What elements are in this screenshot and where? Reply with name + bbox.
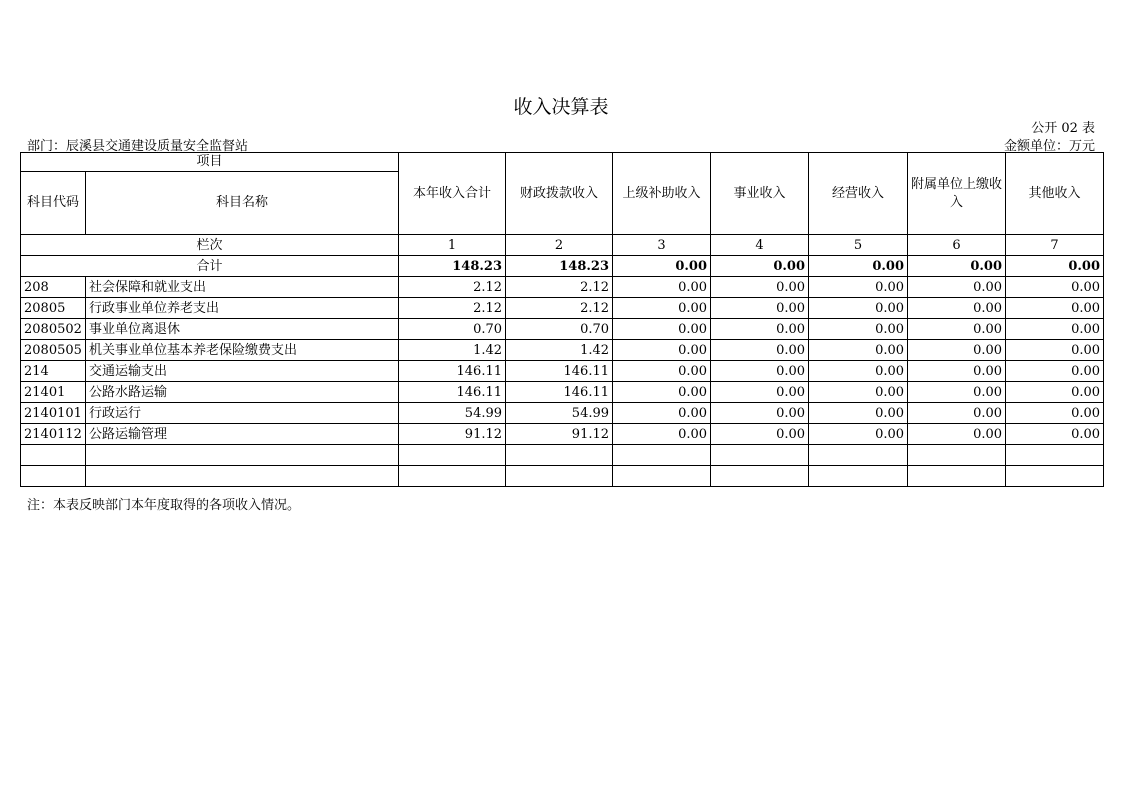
empty-row <box>21 466 1104 487</box>
row-name: 公路水路运输 <box>86 382 399 403</box>
table-row <box>21 361 1104 382</box>
col-number-1: 1 <box>399 235 506 256</box>
row-value: 0.00 <box>809 403 908 424</box>
row-name: 机关事业单位基本养老保险缴费支出 <box>86 340 399 361</box>
header-col-7: 其他收入 <box>1006 153 1104 235</box>
row-value: 146.11 <box>506 382 613 403</box>
row-value: 0.00 <box>613 424 711 445</box>
total-label: 合计 <box>21 256 399 277</box>
empty-cell <box>506 466 613 487</box>
row-value: 146.11 <box>399 382 506 403</box>
row-value: 0.00 <box>1006 319 1104 340</box>
row-value: 0.00 <box>613 277 711 298</box>
row-name: 社会保障和就业支出 <box>86 277 399 298</box>
header-col-1: 本年收入合计 <box>399 153 506 235</box>
row-value: 0.00 <box>908 403 1006 424</box>
row-value: 0.00 <box>613 403 711 424</box>
row-value: 146.11 <box>399 361 506 382</box>
header-col-3: 上级补助收入 <box>613 153 711 235</box>
row-value: 1.42 <box>399 340 506 361</box>
row-value: 91.12 <box>399 424 506 445</box>
row-value: 0.00 <box>711 382 809 403</box>
empty-cell <box>506 445 613 466</box>
row-value: 0.00 <box>711 361 809 382</box>
header-col-5: 经营收入 <box>809 153 908 235</box>
row-name: 公路运输管理 <box>86 424 399 445</box>
row-code: 214 <box>21 361 86 382</box>
row-value: 2.12 <box>399 298 506 319</box>
empty-cell <box>21 445 86 466</box>
table-row <box>21 382 1104 403</box>
row-code: 2140112 <box>21 424 86 445</box>
row-value: 0.00 <box>711 277 809 298</box>
total-value: 0.00 <box>809 256 908 277</box>
col-number-2: 2 <box>506 235 613 256</box>
table-row <box>21 277 1104 298</box>
empty-cell <box>908 445 1006 466</box>
row-name: 行政运行 <box>86 403 399 424</box>
row-value: 0.00 <box>908 277 1006 298</box>
table-note: 注：本表反映部门本年度取得的各项收入情况。 <box>27 498 301 513</box>
row-value: 0.00 <box>613 361 711 382</box>
row-value: 0.00 <box>711 403 809 424</box>
col-number-6: 6 <box>908 235 1006 256</box>
row-value: 54.99 <box>399 403 506 424</box>
total-value: 148.23 <box>506 256 613 277</box>
total-value: 0.00 <box>908 256 1006 277</box>
total-value: 0.00 <box>1006 256 1104 277</box>
row-value: 0.00 <box>908 361 1006 382</box>
income-statement-table <box>20 152 1104 487</box>
header-row-project <box>21 153 1104 172</box>
amount-unit-label: 金额单位：万元 <box>1003 139 1095 154</box>
row-value: 0.00 <box>809 298 908 319</box>
row-value: 146.11 <box>506 361 613 382</box>
table-row <box>21 403 1104 424</box>
row-name: 行政事业单位养老支出 <box>86 298 399 319</box>
row-value: 0.00 <box>711 340 809 361</box>
empty-cell <box>1006 466 1104 487</box>
row-value: 2.12 <box>399 277 506 298</box>
total-value: 0.00 <box>711 256 809 277</box>
row-value: 0.00 <box>1006 382 1104 403</box>
empty-cell <box>86 466 399 487</box>
empty-cell <box>809 445 908 466</box>
row-value: 0.00 <box>1006 424 1104 445</box>
header-code: 科目代码 <box>21 172 86 235</box>
row-value: 0.00 <box>1006 361 1104 382</box>
row-code: 2080502 <box>21 319 86 340</box>
empty-cell <box>908 466 1006 487</box>
row-value: 0.00 <box>613 382 711 403</box>
total-value: 148.23 <box>399 256 506 277</box>
row-value: 0.70 <box>399 319 506 340</box>
total-row <box>21 256 1104 277</box>
row-code: 2140101 <box>21 403 86 424</box>
row-value: 0.00 <box>1006 340 1104 361</box>
row-value: 0.00 <box>809 340 908 361</box>
row-value: 0.00 <box>613 298 711 319</box>
row-value: 0.00 <box>809 319 908 340</box>
row-value: 0.00 <box>613 319 711 340</box>
page-title: 收入决算表 <box>513 96 609 118</box>
empty-cell <box>711 466 809 487</box>
col-number-4: 4 <box>711 235 809 256</box>
col-number-3: 3 <box>613 235 711 256</box>
empty-cell <box>399 466 506 487</box>
header-project: 项目 <box>21 153 399 172</box>
row-value: 1.42 <box>506 340 613 361</box>
empty-cell <box>809 466 908 487</box>
row-value: 0.00 <box>809 277 908 298</box>
row-value: 91.12 <box>506 424 613 445</box>
row-value: 0.00 <box>809 424 908 445</box>
row-value: 0.00 <box>908 424 1006 445</box>
row-value: 0.00 <box>809 382 908 403</box>
row-value: 0.70 <box>506 319 613 340</box>
header-col-2: 财政拨款收入 <box>506 153 613 235</box>
row-code: 2080505 <box>21 340 86 361</box>
row-value: 2.12 <box>506 277 613 298</box>
total-value: 0.00 <box>613 256 711 277</box>
table-row <box>21 298 1104 319</box>
empty-cell <box>21 466 86 487</box>
row-value: 0.00 <box>1006 403 1104 424</box>
empty-cell <box>613 445 711 466</box>
row-code: 208 <box>21 277 86 298</box>
row-value: 0.00 <box>711 298 809 319</box>
col-number-7: 7 <box>1006 235 1104 256</box>
row-value: 0.00 <box>908 298 1006 319</box>
row-value: 2.12 <box>506 298 613 319</box>
row-value: 0.00 <box>711 424 809 445</box>
header-name: 科目名称 <box>86 172 399 235</box>
header-col-4: 事业收入 <box>711 153 809 235</box>
row-value: 0.00 <box>809 361 908 382</box>
row-value: 0.00 <box>1006 277 1104 298</box>
empty-cell <box>86 445 399 466</box>
empty-cell <box>613 466 711 487</box>
table-row <box>21 319 1104 340</box>
column-number-row <box>21 235 1104 256</box>
row-label: 栏次 <box>21 235 399 256</box>
row-value: 0.00 <box>711 319 809 340</box>
row-value: 0.00 <box>908 382 1006 403</box>
table-row <box>21 424 1104 445</box>
row-value: 0.00 <box>908 340 1006 361</box>
row-name: 事业单位离退休 <box>86 319 399 340</box>
empty-row <box>21 445 1104 466</box>
empty-cell <box>1006 445 1104 466</box>
row-value: 0.00 <box>908 319 1006 340</box>
row-code: 20805 <box>21 298 86 319</box>
row-code: 21401 <box>21 382 86 403</box>
empty-cell <box>711 445 809 466</box>
header-col-6: 附属单位上缴收入 <box>908 153 1006 235</box>
col-number-5: 5 <box>809 235 908 256</box>
form-number: 公开 02 表 <box>1031 121 1095 136</box>
table-row <box>21 340 1104 361</box>
row-value: 54.99 <box>506 403 613 424</box>
department-label: 部门：辰溪县交通建设质量安全监督站 <box>27 139 249 154</box>
row-value: 0.00 <box>1006 298 1104 319</box>
empty-cell <box>399 445 506 466</box>
row-name: 交通运输支出 <box>86 361 399 382</box>
row-value: 0.00 <box>613 340 711 361</box>
